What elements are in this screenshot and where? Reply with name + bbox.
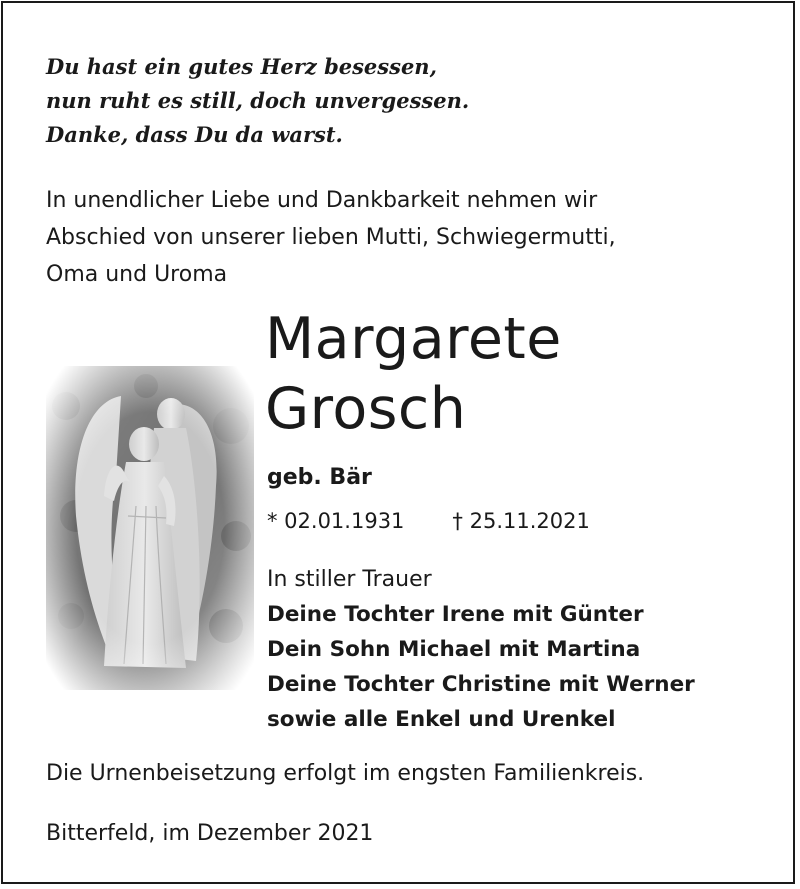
angel-statue-image (46, 366, 254, 690)
mourner-line: Deine Tochter Irene mit Günter (267, 602, 644, 627)
verse-line: nun ruht es still, doch unvergessen. (46, 88, 470, 113)
mourners-block (267, 562, 695, 737)
birth-date: * 02.01.1931 (267, 509, 405, 533)
intro-text (46, 182, 616, 293)
intro-line: Abschied von unserer lieben Mutti, Schwiegermutti, (46, 225, 616, 250)
verse-line: Du hast ein gutes Herz besessen, (46, 54, 437, 79)
death-date: † 25.11.2021 (452, 509, 590, 533)
burial-note: Die Urnenbeisetzung erfolgt im engsten Familienkreis. (46, 761, 645, 786)
mourner-line: Dein Sohn Michael mit Martina (267, 637, 641, 662)
life-dates (267, 503, 590, 539)
mourning-heading: In stiller Trauer (267, 567, 432, 592)
last-name: Grosch (265, 376, 467, 442)
first-name: Margarete (265, 306, 562, 372)
memorial-verse (46, 50, 469, 152)
deceased-name (265, 304, 562, 444)
verse-line: Danke, dass Du da warst. (46, 122, 343, 147)
intro-line: In unendlicher Liebe und Dankbarkeit nehmen wir (46, 188, 598, 213)
mourner-line: sowie alle Enkel und Urenkel (267, 707, 616, 732)
mourner-line: Deine Tochter Christine mit Werner (267, 672, 695, 697)
intro-line: Oma und Uroma (46, 262, 228, 287)
maiden-name: geb. Bär (267, 465, 372, 490)
place-and-date: Bitterfeld, im Dezember 2021 (46, 821, 374, 846)
